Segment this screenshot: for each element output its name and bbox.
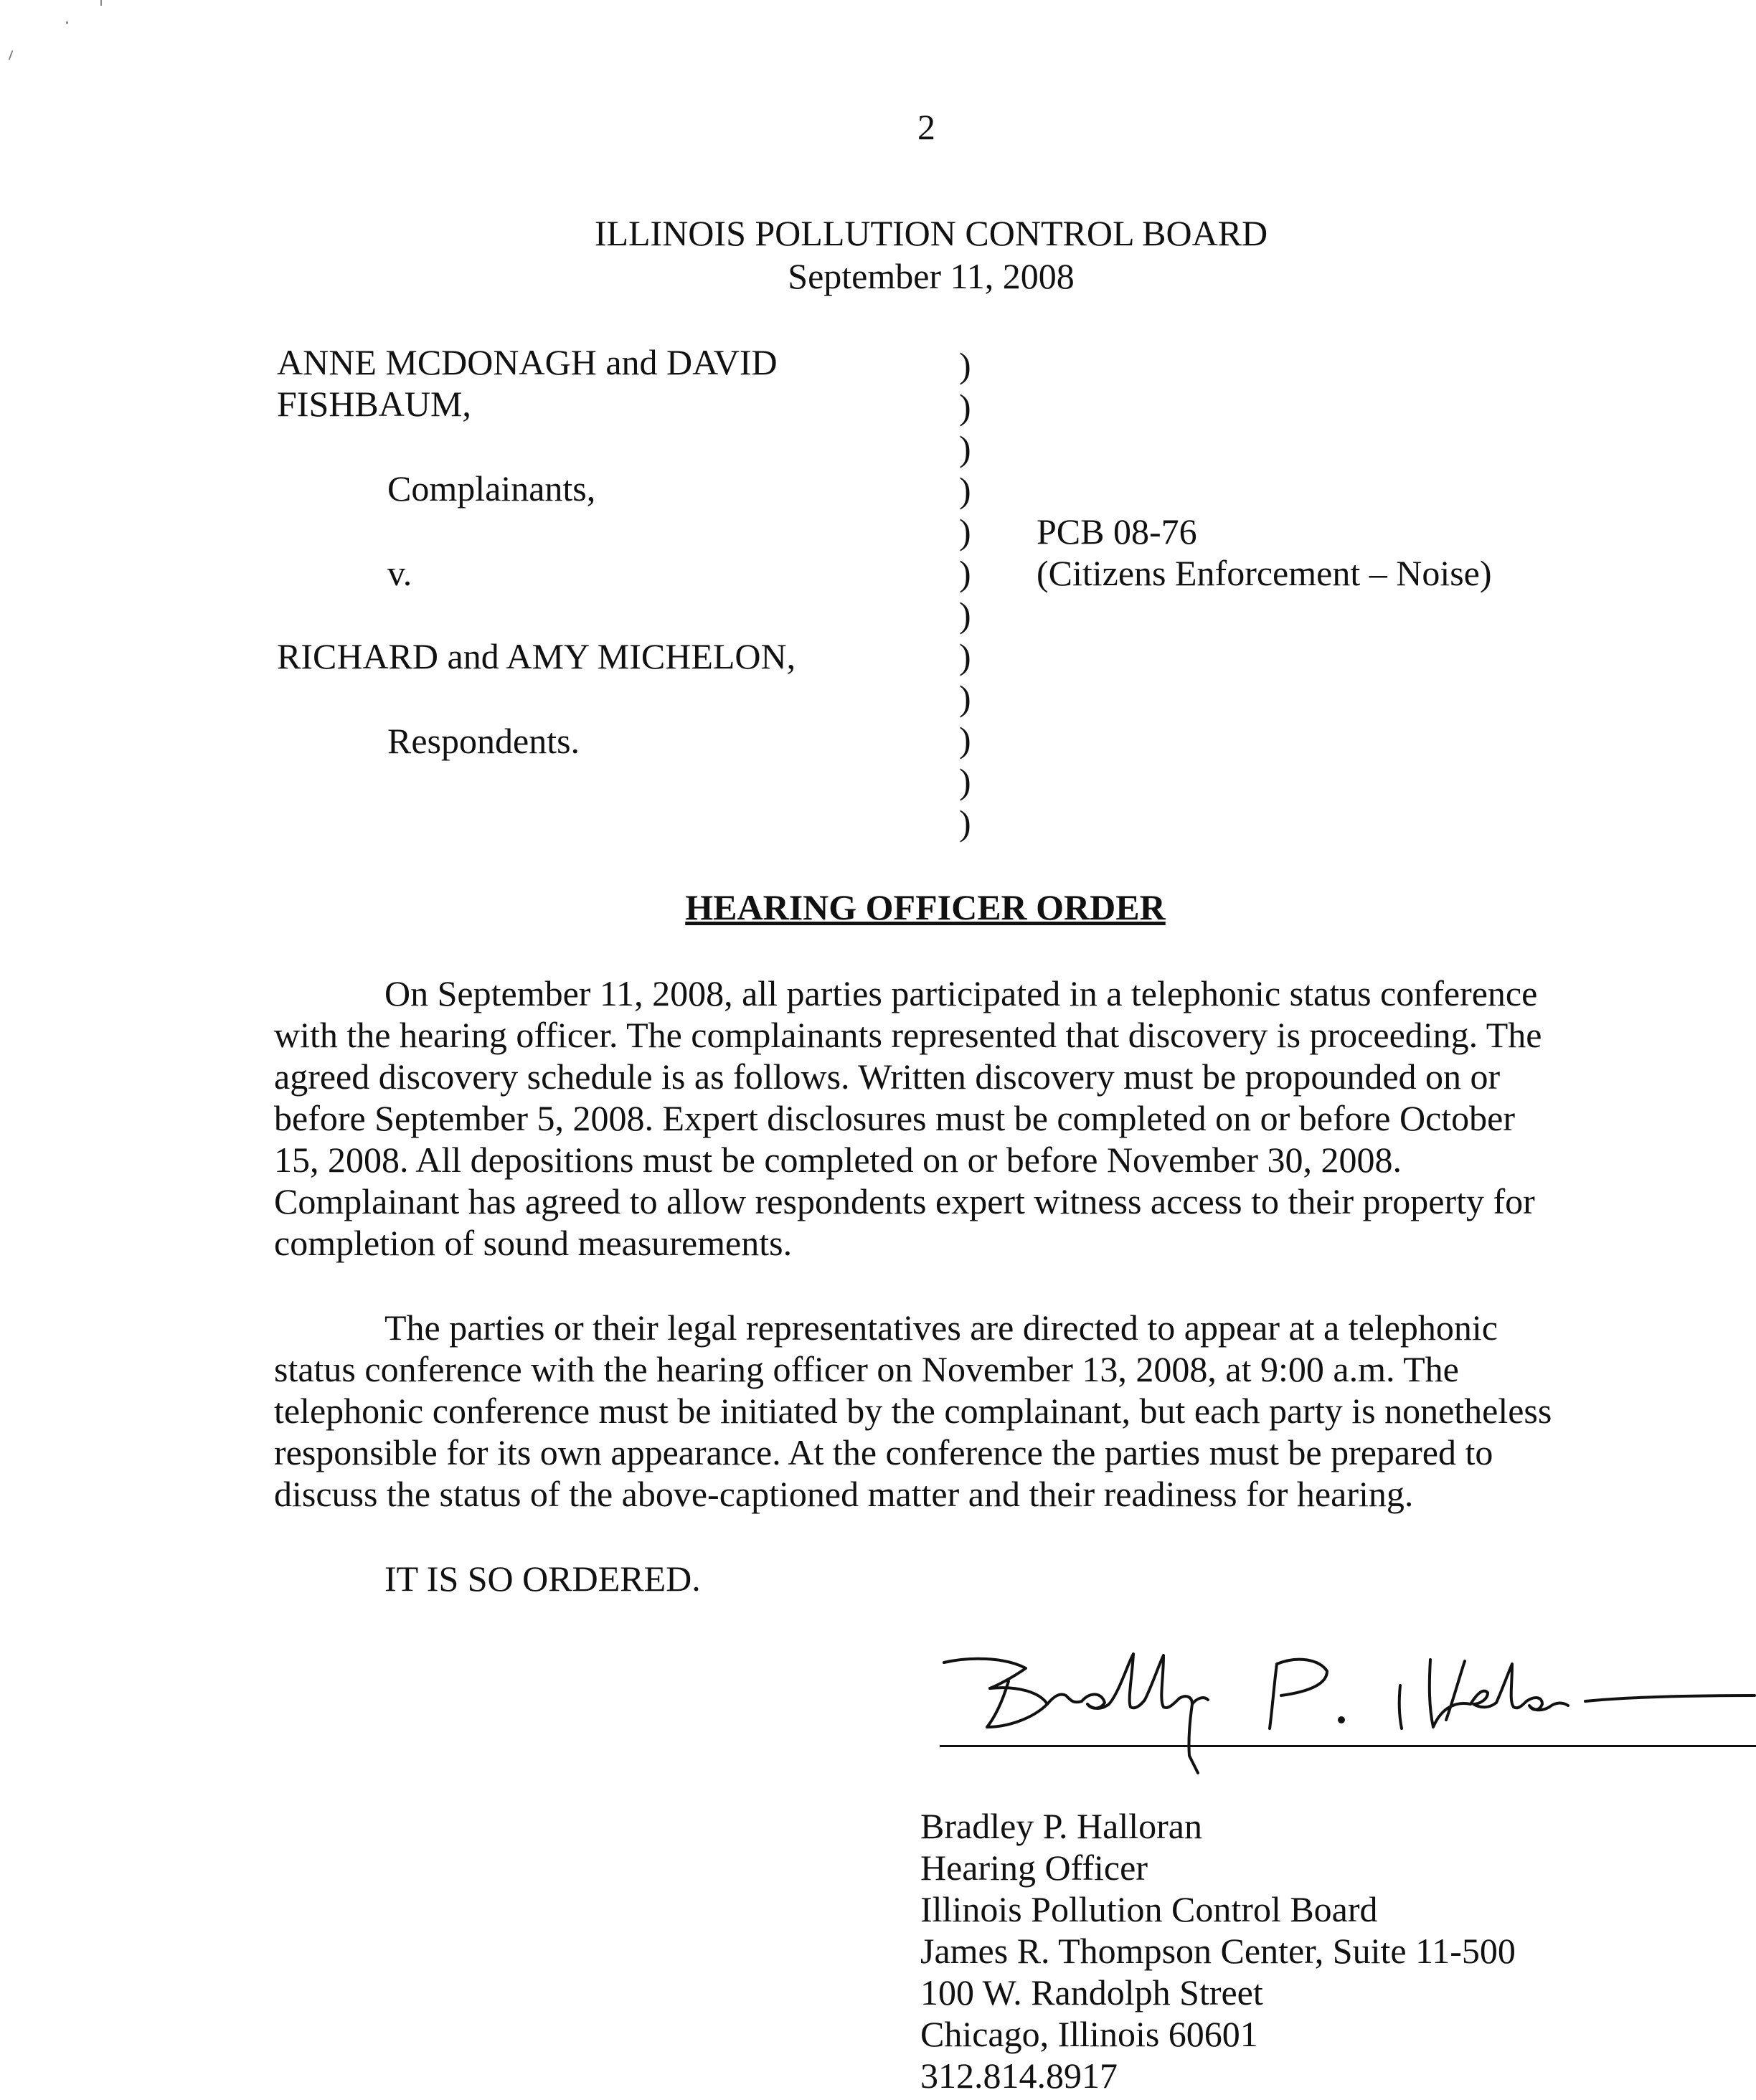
signatory-organization: Illinois Pollution Control Board xyxy=(920,1889,1378,1929)
signatory-street: 100 W. Randolph Street xyxy=(920,1972,1263,2012)
complainant-names-line-1: ANNE MCDONAGH and DAVID xyxy=(277,342,778,382)
order-title: HEARING OFFICER ORDER xyxy=(685,887,1166,927)
caption-parenthesis: ) xyxy=(959,678,971,718)
caption-parenthesis: ) xyxy=(959,428,971,468)
paragraph-line: The parties or their legal representatives are directed to appear at a telephonic xyxy=(384,1307,1498,1348)
signatory-phone: 312.814.8917 xyxy=(920,2056,1118,2096)
board-name: ILLINOIS POLLUTION CONTROL BOARD xyxy=(594,213,1268,253)
paragraph-line: responsible for its own appearance. At the conference the parties must be prepared to xyxy=(274,1432,1493,1472)
order-date: September 11, 2008 xyxy=(788,256,1075,296)
caption-parenthesis: ) xyxy=(959,636,971,676)
respondent-names: RICHARD and AMY MICHELON, xyxy=(277,636,796,676)
caption-parenthesis: ) xyxy=(959,511,971,552)
page-number: 2 xyxy=(917,107,935,147)
signatory-title: Hearing Officer xyxy=(920,1848,1148,1888)
signature-line xyxy=(940,1745,1756,1747)
caption-parenthesis: ) xyxy=(959,803,971,843)
respondents-label: Respondents. xyxy=(387,721,580,761)
paragraph-line: completion of sound measurements. xyxy=(274,1223,793,1263)
case-type: (Citizens Enforcement – Noise) xyxy=(1037,553,1492,593)
caption-parenthesis: ) xyxy=(959,470,971,510)
paragraph-line: telephonic conference must be initiated by the complainant, but each party is nonetheless xyxy=(274,1391,1552,1431)
paragraph-line: before September 5, 2008. Expert disclosures must be completed on or before October xyxy=(274,1098,1516,1138)
paragraph-line: status conference with the hearing officer on November 13, 2008, at 9:00 a.m. The xyxy=(274,1349,1459,1389)
caption-parenthesis: ) xyxy=(959,553,971,593)
scan-speck xyxy=(66,22,68,24)
signature-block xyxy=(920,1805,1516,2096)
paragraph-line: 15, 2008. All depositions must be completed on or before November 30, 2008. xyxy=(274,1140,1402,1180)
order-paragraph-1 xyxy=(274,973,1572,1264)
versus-label: v. xyxy=(387,553,412,593)
signatory-city: Chicago, Illinois 60601 xyxy=(920,2014,1258,2054)
order-paragraph-2 xyxy=(274,1307,1572,1515)
complainant-names-line-2: FISHBAUM, xyxy=(277,384,471,424)
closing-statement: IT IS SO ORDERED. xyxy=(384,1559,701,1599)
signatory-name: Bradley P. Halloran xyxy=(920,1806,1202,1846)
caption-parenthesis-column xyxy=(959,0,981,861)
paragraph-line: Complainant has agreed to allow respondents expert witness access to their property for xyxy=(274,1181,1535,1221)
case-number: PCB 08-76 xyxy=(1037,511,1197,552)
complainants-label: Complainants, xyxy=(387,468,596,509)
caption-parenthesis: ) xyxy=(959,595,971,635)
handwritten-signature xyxy=(940,1635,1756,1793)
paragraph-line: with the hearing officer. The complainants represented that discovery is proceeding. The xyxy=(274,1015,1542,1055)
signature-area xyxy=(940,1635,1756,1793)
caption-parenthesis: ) xyxy=(959,719,971,760)
caption-parenthesis: ) xyxy=(959,345,971,385)
caption-parenthesis: ) xyxy=(959,387,971,427)
scan-speck xyxy=(100,0,102,6)
paragraph-line: On September 11, 2008, all parties participated in a telephonic status conference xyxy=(384,973,1538,1013)
scan-speck xyxy=(9,50,14,60)
signatory-building: James R. Thompson Center, Suite 11-500 xyxy=(920,1931,1516,1971)
paragraph-line: discuss the status of the above-captioned matter and their readiness for hearing. xyxy=(274,1474,1414,1514)
paragraph-line: agreed discovery schedule is as follows. Written discovery must be propounded on or xyxy=(274,1056,1501,1097)
caption-parenthesis: ) xyxy=(959,761,971,801)
